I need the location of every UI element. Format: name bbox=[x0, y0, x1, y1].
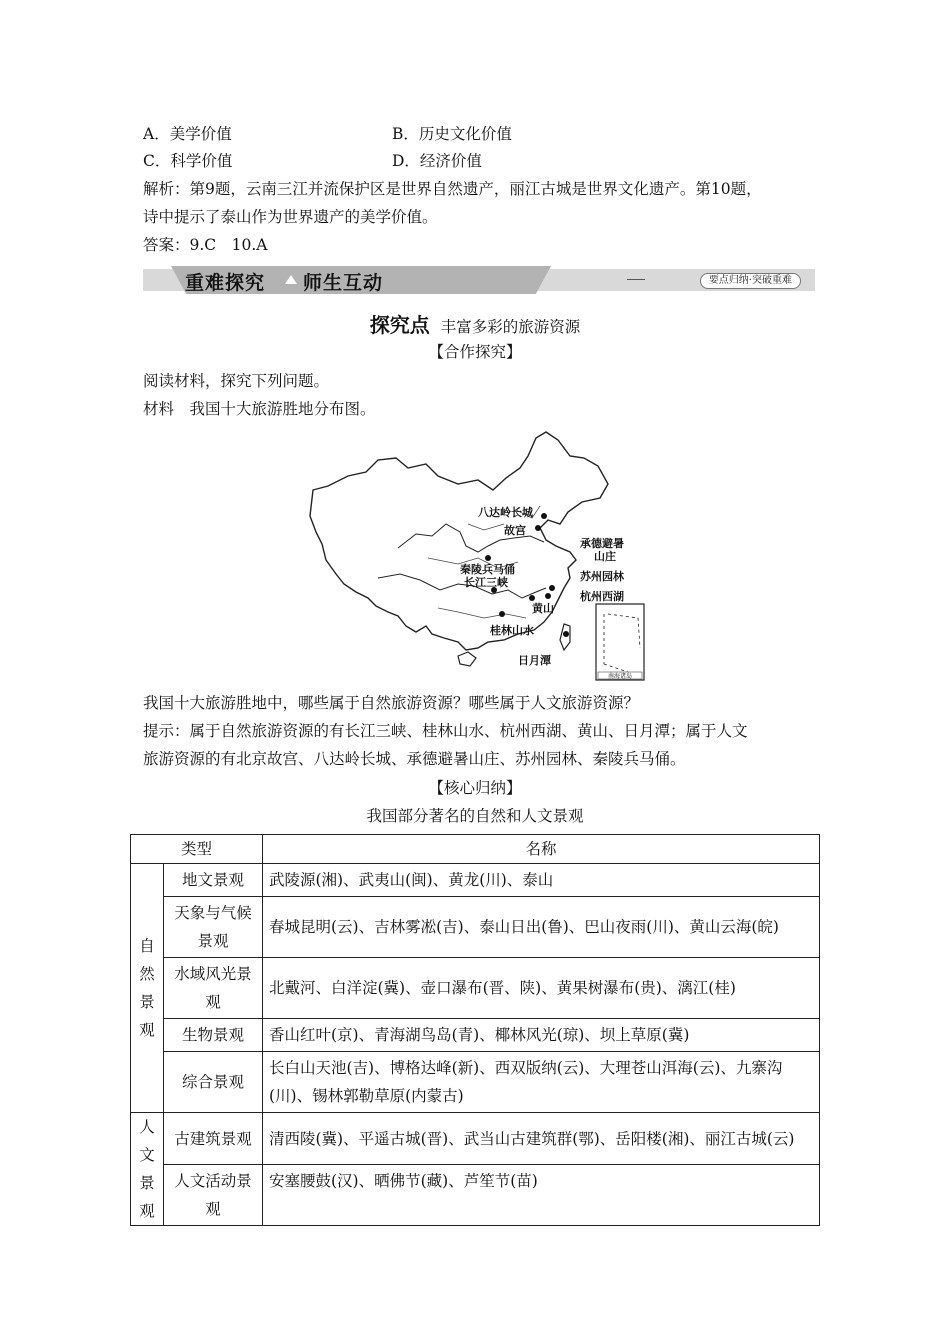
table-row bbox=[131, 958, 820, 1019]
type-cell: 综合景观 bbox=[164, 1052, 263, 1113]
material-text: 材料 我国十大旅游胜地分布图。 bbox=[143, 400, 376, 418]
hainan-island bbox=[458, 652, 476, 666]
label-suzhou: 苏州园林 bbox=[580, 570, 624, 583]
analysis-line-2: 诗中提示了泰山作为世界遗产的美学价值。 bbox=[143, 208, 438, 226]
map-point-guilin bbox=[499, 611, 505, 617]
divider-line bbox=[627, 279, 645, 280]
names-cell: 安塞腰鼓(汉)、晒佛节(藏)、芦笙节(苗) bbox=[263, 1165, 820, 1226]
province-lines bbox=[428, 506, 540, 618]
summary-title: 【核心归纳】 bbox=[428, 779, 522, 797]
label-huangshan: 黄山 bbox=[532, 602, 554, 615]
type-cell: 地文景观 bbox=[164, 864, 263, 897]
map-point-qinling bbox=[485, 555, 491, 561]
label-chengde-2: 山庄 bbox=[594, 550, 616, 563]
heading-label: 探究点 bbox=[369, 313, 430, 337]
label-riyuetan: 日月潭 bbox=[518, 654, 551, 667]
map-point-huangshan bbox=[529, 595, 535, 601]
option-b: B．历史文化价值 bbox=[392, 125, 512, 143]
header-name: 名称 bbox=[263, 835, 820, 864]
section-banner bbox=[143, 266, 815, 294]
coop-title: 【合作探究】 bbox=[428, 343, 522, 361]
triangle-icon bbox=[285, 275, 297, 284]
map-point-gugong bbox=[535, 525, 541, 531]
intro-text: 阅读材料，探究下列问题。 bbox=[143, 372, 330, 390]
label-sanxia: 长江三峡 bbox=[464, 576, 508, 589]
names-cell: 清西陵(冀)、平遥古城(晋)、武当山古建筑群(鄂)、岳阳楼(湘)、丽江古城(云) bbox=[263, 1113, 820, 1165]
human-group-cell bbox=[131, 1113, 164, 1226]
option-c: C．科学价值 bbox=[143, 152, 233, 170]
natural-group-label: 自然景观 bbox=[139, 937, 155, 1039]
section-heading bbox=[0, 309, 950, 338]
table-row bbox=[131, 864, 820, 897]
yangtze-river bbox=[378, 574, 546, 598]
label-chengde: 承德避暑 bbox=[580, 537, 624, 550]
map-point-suzhou bbox=[549, 585, 555, 591]
table-row bbox=[131, 1019, 820, 1052]
label-qinling: 秦陵兵马俑 bbox=[460, 563, 515, 576]
human-group-label: 人文景观 bbox=[139, 1118, 155, 1220]
label-badaling: 八达岭长城 bbox=[478, 506, 533, 519]
type-cell: 古建筑景观 bbox=[164, 1113, 263, 1165]
label-gugong: 故宫 bbox=[504, 524, 526, 537]
banner-title-left: 重难探究 bbox=[185, 272, 266, 294]
header-type: 类型 bbox=[131, 835, 263, 864]
table-header-row bbox=[131, 835, 820, 864]
type-cell: 人文活动景观 bbox=[164, 1165, 263, 1226]
inset-label: 南海诸岛 bbox=[607, 673, 633, 680]
names-cell: 香山红叶(京)、青海湖鸟岛(青)、椰林风光(琼)、坝上草原(冀) bbox=[263, 1019, 820, 1052]
type-cell: 生物景观 bbox=[164, 1019, 263, 1052]
table-row bbox=[131, 1113, 820, 1165]
type-cell: 天象与气候景观 bbox=[164, 897, 263, 958]
heading-subtitle: 丰富多彩的旅游资源 bbox=[440, 318, 581, 336]
analysis-line-1: 解析：第9题，云南三江并流保护区是世界自然遗产，丽江古城是世界文化遗产。第10题， bbox=[143, 180, 762, 198]
banner-title-right: 师生互动 bbox=[303, 272, 384, 294]
label-guilin: 桂林山水 bbox=[490, 624, 534, 637]
map-point-riyuetan bbox=[563, 631, 569, 637]
names-cell: 春城昆明(云)、吉林雾凇(吉)、泰山日出(鲁)、巴山夜雨(川)、黄山云海(皖) bbox=[263, 897, 820, 958]
china-outline bbox=[310, 432, 608, 650]
names-cell: 武陵源(湘)、武夷山(闽)、黄龙(川)、泰山 bbox=[263, 864, 820, 897]
table-title: 我国部分著名的自然和人文景观 bbox=[366, 807, 584, 825]
hint-line-2: 旅游资源的有北京故宫、八达岭长城、承德避暑山庄、苏州园林、秦陵兵马俑。 bbox=[143, 750, 686, 768]
names-cell: 北戴河、白洋淀(冀)、壶口瀑布(晋、陕)、黄果树瀑布(贵)、漓江(桂) bbox=[263, 958, 820, 1019]
option-a: A．美学价值 bbox=[143, 125, 232, 143]
china-map bbox=[308, 428, 658, 684]
map-point-hangzhou bbox=[545, 593, 551, 599]
hint-line-1: 提示：属于自然旅游资源的有长江三峡、桂林山水、杭州西湖、黄山、日月潭；属于人文 bbox=[143, 722, 748, 740]
banner-tag: 要点归纳·突破重难 bbox=[700, 273, 801, 289]
table-row bbox=[131, 1165, 820, 1226]
option-d: D．经济价值 bbox=[392, 152, 482, 170]
question-text: 我国十大旅游胜地中，哪些属于自然旅游资源？哪些属于人文旅游资源？ bbox=[143, 694, 640, 712]
landscape-table bbox=[130, 834, 820, 1226]
natural-group-cell bbox=[131, 864, 164, 1113]
taiwan-island bbox=[560, 624, 570, 650]
table-row bbox=[131, 897, 820, 958]
answer: 答案：9.C 10.A bbox=[143, 236, 268, 254]
label-hangzhou: 杭州西湖 bbox=[580, 590, 624, 603]
table-row bbox=[131, 1052, 820, 1113]
type-cell: 水域风光景观 bbox=[164, 958, 263, 1019]
names-cell: 长白山天池(吉)、博格达峰(新)、西双版纳(云)、大理苍山洱海(云)、九寨沟(川)、锡林郭勒草原(内蒙古) bbox=[263, 1052, 820, 1113]
map-point-badaling bbox=[541, 513, 547, 519]
